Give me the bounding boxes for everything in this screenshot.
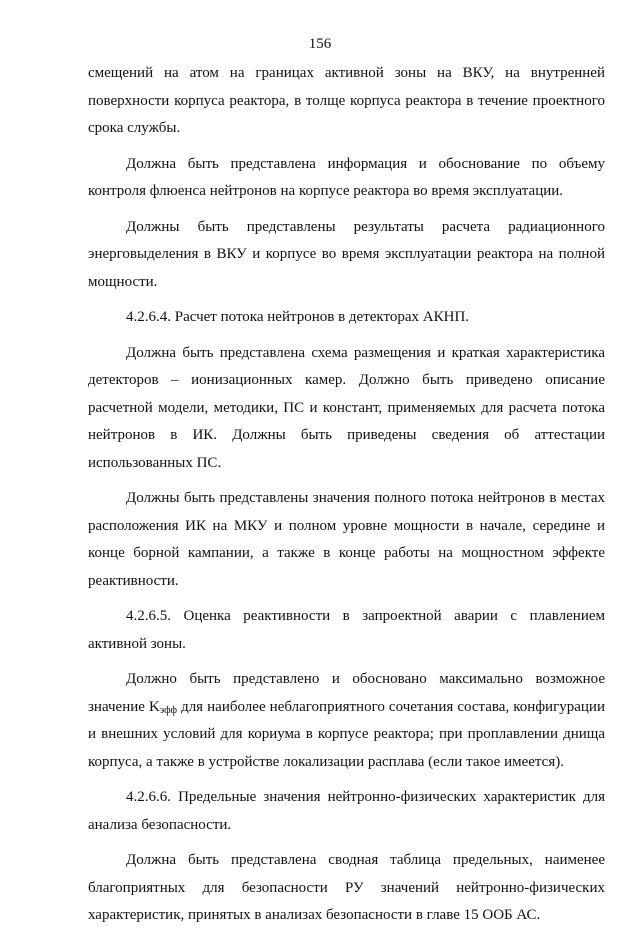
page-number: 156 [308,36,332,52]
paragraph-continuation: смещений на атом на границах активной зоны на ВКУ, на внутренней поверхности корпуса реактора, в толще корпуса реактора в течение проектного срока службы. [88,65,605,136]
section-heading-4-2-6-5: 4.2.6.5. Оценка реактивности в запроектной аварии с плавлением активной зоны. [88,608,605,652]
paragraph-detectors: Должна быть представлена схема размещения и краткая характеристика детекторов – ионизационных камер. Должно быть приведено описание расчетной модели, методики, ПС и констант, применяемых для расчета потока нейтронов в ИК. Должны быть приведены сведения об аттестации использованных ПС. [88,344,605,471]
keff-symbol: K [149,698,160,715]
section-heading-4-2-6-6: 4.2.6.6. Предельные значения нейтронно-физических характеристик для анализа безопасности. [88,789,605,833]
paragraph-neutron-flux: Должны быть представлены значения полного потока нейтронов в местах расположения ИК на МКУ и полном уровне мощности в начале, середине и конце борной кампании, а также в конце работы на мощностном эффекте реактивности. [88,490,605,589]
paragraph-radiation-heat: Должны быть представлены результаты расчета радиационного энерговыделения в ВКУ и корпусе во время эксплуатации реактора на полной мощности. [88,218,605,290]
page-body [88,60,605,938]
paragraph-summary-table: Должна быть представлена сводная таблица предельных, наименее благоприятных для безопасности РУ значений нейтронно-физических характеристик, принятых в анализах безопасности в главе 15 ООБ АС. [88,852,605,923]
keff-rest: для наиболее неблагоприятного сочетания состава, конфигурации и внешних условий для кориума в корпусе реактора; при проплавлении днища корпуса, а также в устройстве локализации расплава (если такое имеется). [88,698,605,770]
paragraph-keff [88,666,605,776]
keff-lead: Должно быть представлено и обосновано максимально возможное значение [88,671,605,715]
paragraph-fluence-control: Должна быть представлена информация и обоснование по объему контроля флюенса нейтронов на корпусе реактора во время эксплуатации. [88,155,605,199]
keff-subscript: эфф [159,704,177,716]
section-heading-4-2-6-4: 4.2.6.4. Расчет потока нейтронов в детекторах АКНП. [126,309,470,325]
